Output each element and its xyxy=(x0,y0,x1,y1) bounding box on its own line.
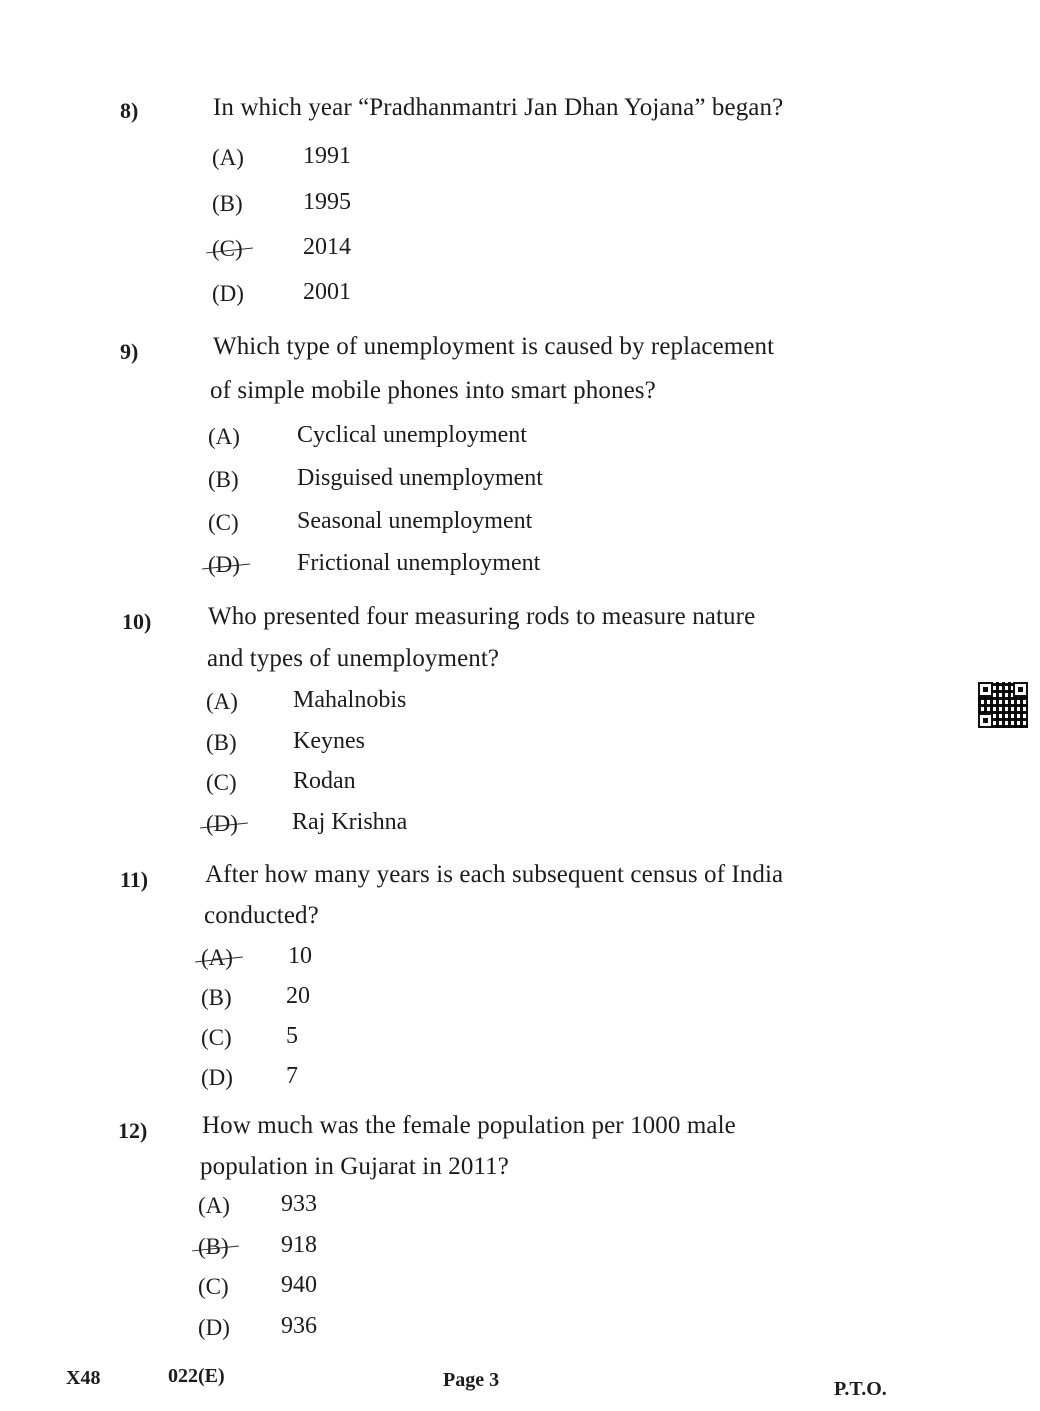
option-label: (C) xyxy=(201,1025,232,1050)
option-text: Mahalnobis xyxy=(293,687,407,713)
option-label: (A) xyxy=(206,689,238,714)
option-label: (C) xyxy=(206,770,237,795)
question-text: and types of unemployment? xyxy=(207,645,500,672)
option-text: 2001 xyxy=(303,279,351,305)
option-text: 5 xyxy=(286,1023,298,1049)
pto-label: P.T.O. xyxy=(834,1378,887,1400)
option-label: (A) xyxy=(208,424,240,449)
qr-finder xyxy=(978,682,993,697)
option-text: Disguised unemployment xyxy=(297,465,543,491)
option-label: (B) xyxy=(206,730,237,755)
answer-mark: (D) xyxy=(208,552,240,577)
option-text: Seasonal unemployment xyxy=(297,508,533,534)
option-text: 1995 xyxy=(303,189,351,215)
option-label-marked xyxy=(198,1234,229,1260)
option-text: Raj Krishna xyxy=(292,809,408,835)
question-text: How much was the female population per 1000 male xyxy=(202,1112,736,1139)
question-text: conducted? xyxy=(204,902,319,929)
option-label-marked xyxy=(212,236,243,262)
option-text: 933 xyxy=(281,1191,317,1217)
option-label: (C) xyxy=(198,1274,229,1299)
option-label: (D) xyxy=(198,1315,230,1340)
option-text: 7 xyxy=(286,1063,298,1089)
qr-finder xyxy=(1013,682,1028,697)
option-text: Cyclical unemployment xyxy=(297,422,527,448)
page-number: Page 3 xyxy=(443,1369,500,1391)
question-text: Who presented four measuring rods to measure nature xyxy=(208,603,756,630)
qr-finder xyxy=(978,713,993,728)
question-number: 8) xyxy=(120,98,139,123)
question-number: 9) xyxy=(120,339,139,364)
qr-code xyxy=(978,682,1028,728)
option-label: (C) xyxy=(208,510,239,535)
option-text: 10 xyxy=(288,943,312,969)
option-text: 1991 xyxy=(303,143,351,169)
option-label-marked xyxy=(208,552,240,578)
question-text: Which type of unemployment is caused by replacement xyxy=(213,333,775,360)
option-label: (D) xyxy=(201,1065,233,1090)
option-text: 918 xyxy=(281,1232,317,1258)
question-number: 11) xyxy=(120,867,149,892)
option-text: Frictional unemployment xyxy=(297,550,541,576)
answer-mark: (A) xyxy=(201,945,233,970)
option-text: 936 xyxy=(281,1313,317,1339)
footer-code: X48 xyxy=(66,1367,101,1389)
question-text: In which year “Pradhanmantri Jan Dhan Yojana” began? xyxy=(213,94,784,121)
answer-mark: (D) xyxy=(206,811,238,836)
answer-mark: (C) xyxy=(212,236,243,261)
question-number: 12) xyxy=(118,1118,148,1143)
option-label-marked xyxy=(201,945,233,971)
question-number: 10) xyxy=(122,609,152,634)
option-text: Keynes xyxy=(293,728,365,754)
option-label: (B) xyxy=(208,467,239,492)
option-label: (B) xyxy=(201,985,232,1010)
option-label: (B) xyxy=(212,191,243,216)
option-text: 940 xyxy=(281,1272,317,1298)
question-text: population in Gujarat in 2011? xyxy=(200,1153,509,1180)
option-label: (A) xyxy=(212,145,244,170)
answer-mark: (B) xyxy=(198,1234,229,1259)
option-label: (D) xyxy=(212,281,244,306)
option-text: Rodan xyxy=(293,768,356,794)
option-label: (A) xyxy=(198,1193,230,1218)
option-text: 20 xyxy=(286,983,310,1009)
question-text: of simple mobile phones into smart phones? xyxy=(210,377,656,404)
paper-code: 022(E) xyxy=(168,1365,225,1387)
option-label-marked xyxy=(206,811,238,837)
option-text: 2014 xyxy=(303,234,351,260)
question-text: After how many years is each subsequent census of India xyxy=(205,861,784,888)
